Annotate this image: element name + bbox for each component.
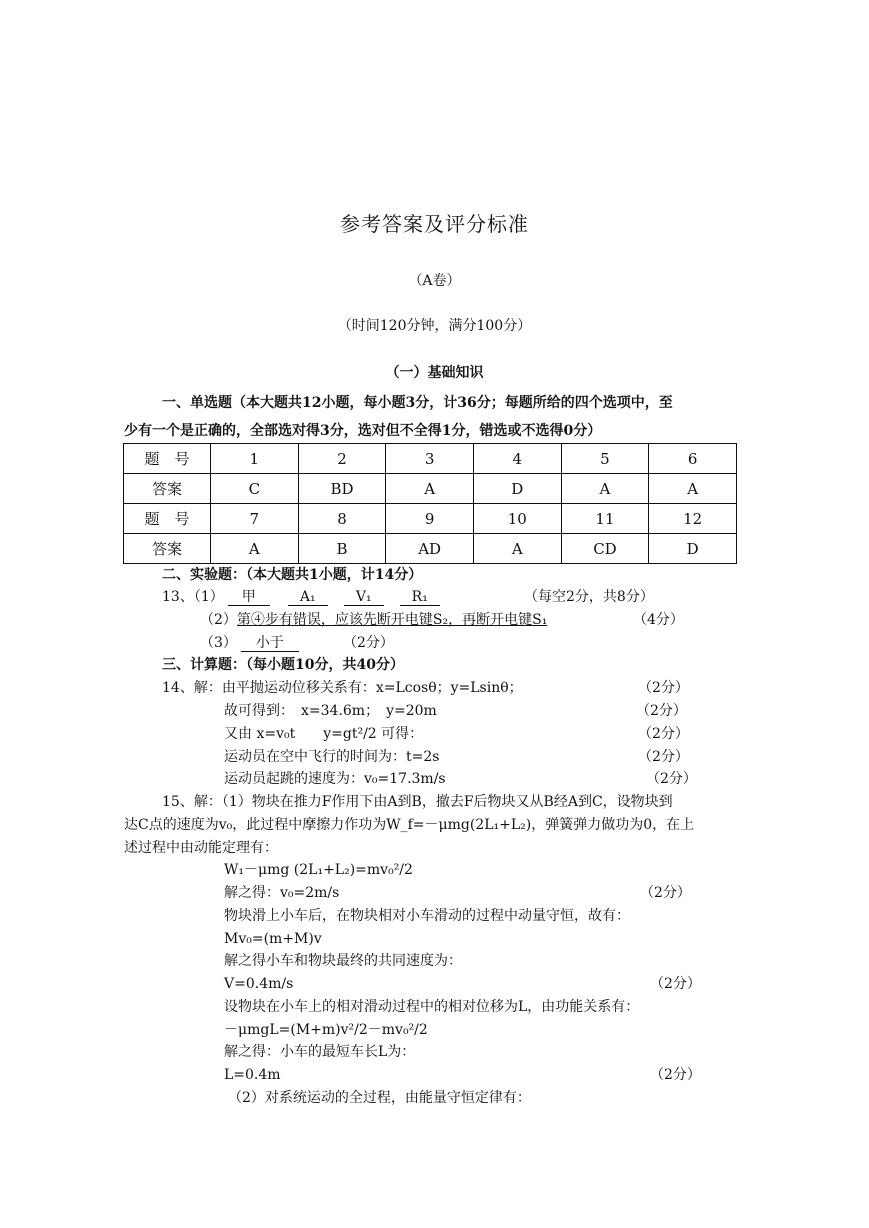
answer-blank: R₁ (400, 589, 440, 606)
table-cell: D (473, 474, 561, 504)
table-cell: 2 (298, 444, 386, 474)
q15-line: W₁－μmg (2L₁+L₂)=mv₀²/2 (224, 862, 413, 878)
q15-line: 解之得：小车的最短车长L为： (224, 1044, 416, 1060)
table-cell: 11 (561, 504, 649, 534)
q2-heading: 二、实验题：（本大题共1小题，计14分） (162, 567, 423, 583)
q15-line: －μmgL=(M+m)v²/2－mv₀²/2 (224, 1022, 428, 1038)
q1-heading-line1: 一、单选题（本大题共12小题，每小题3分，计36分；每题所给的四个选项中，至 (162, 395, 673, 411)
table-cell: 6 (649, 444, 737, 474)
answer-blank: 小于 (241, 635, 299, 652)
q14-score: （2分） (646, 771, 697, 787)
section-basic: （一）基础知识 (385, 365, 484, 381)
q14-score: （2分） (636, 703, 687, 719)
table-cell: BD (298, 474, 386, 504)
table-cell: 7 (211, 504, 299, 534)
q14-line: 运动员在空中飞行的时间为：t=2s (224, 749, 440, 765)
table-row (124, 444, 737, 474)
answer-blank: V₁ (344, 589, 384, 606)
table-cell: A (473, 534, 561, 564)
q15-line: 设物块在小车上的相对滑动过程中的相对位移为L，由功能关系有： (224, 999, 640, 1015)
table-cell: A (561, 474, 649, 504)
q13-line2 (200, 612, 547, 629)
table-cell: A (649, 474, 737, 504)
table-cell: AD (386, 534, 474, 564)
q15-line: V=0.4m/s (224, 976, 294, 992)
q13-prefix: 13、（1） (162, 589, 224, 605)
table-cell: 4 (473, 444, 561, 474)
q15-line: Mv₀=(m+M)v (224, 931, 322, 947)
table-cell: 题 号 (124, 444, 211, 474)
table-cell: A (386, 474, 474, 504)
answer-table (123, 443, 737, 564)
table-cell: 8 (298, 504, 386, 534)
q14-line: 14、解：由平抛运动位移关系有：x=Lcosθ；y=Lsinθ； (162, 680, 523, 696)
table-cell: 答案 (124, 474, 211, 504)
volume-label: （A卷） (408, 273, 461, 289)
q14-line: 又由 x=v₀t y=gt²/2 可得： (224, 726, 424, 742)
table-cell: CD (561, 534, 649, 564)
answer-blank: A₁ (288, 589, 328, 606)
q13-part3-prefix: （3） (200, 635, 237, 651)
q14-score: （2分） (638, 749, 689, 765)
q3-heading: 三、计算题：（每小题10分，共40分） (162, 657, 404, 673)
answer-blank: 甲 (228, 589, 270, 606)
q13-line3 (200, 635, 299, 652)
table-row (124, 504, 737, 534)
q15-line: 解之得小车和物块最终的共同速度为： (224, 953, 462, 969)
q15-line: 物块滑上小车后，在物块相对小车滑动的过程中动量守恒，故有： (224, 908, 630, 924)
table-cell: 3 (386, 444, 474, 474)
table-cell: A (211, 534, 299, 564)
q14-line: 故可得到： x=34.6m； y=20m (224, 703, 437, 719)
table-cell: 题 号 (124, 504, 211, 534)
q15-line: 解之得：v₀=2m/s (224, 885, 340, 901)
q15-score: （2分） (650, 1067, 701, 1083)
table-cell: 12 (649, 504, 737, 534)
table-row (124, 474, 737, 504)
table-cell: 答案 (124, 534, 211, 564)
table-cell: 5 (561, 444, 649, 474)
q15-para-line: 15、解：（1）物块在推力F作用下由A到B，撤去F后物块又从B经A到C，设物块到 (162, 794, 673, 810)
table-cell: D (649, 534, 737, 564)
q15-score: （2分） (640, 885, 691, 901)
table-row (124, 534, 737, 564)
q14-score: （2分） (638, 680, 689, 696)
q15-para-line: 述过程中由动能定理有： (124, 840, 278, 856)
page-title: 参考答案及评分标准 (340, 212, 529, 236)
q13-line1-score: （每空2分，共8分） (524, 589, 654, 605)
q13-line2-score: （4分） (633, 612, 684, 628)
table-cell: 1 (211, 444, 299, 474)
q14-line: 运动员起跳的速度为：v₀=17.3m/s (224, 771, 446, 787)
table-cell: C (211, 474, 299, 504)
table-cell: 9 (386, 504, 474, 534)
q13-part2-answer: 第④步有错误，应该先断开电键S₂，再断开电键S₁ (236, 612, 548, 628)
q15-score: （2分） (650, 976, 701, 992)
q13-line1 (162, 589, 440, 606)
q14-score: （2分） (638, 726, 689, 742)
time-info: （时间120分钟，满分100分） (337, 318, 532, 334)
q13-part2-prefix: （2） (200, 612, 237, 628)
q15-para-line: 达C点的速度为v₀，此过程中摩擦力作功为W_f=－μmg(2L₁+L₂)，弹簧弹力做功为0，在上 (124, 817, 695, 833)
table-cell: 10 (473, 504, 561, 534)
q13-line3-score: （2分） (343, 635, 394, 651)
q15-last-line: （2）对系统运动的全过程，由能量守恒定律有： (228, 1090, 531, 1106)
q1-heading-line2: 少有一个是正确的，全部选对得3分，选对但不全得1分，错选或不选得0分） (124, 423, 602, 439)
table-cell: B (298, 534, 386, 564)
q15-line: L=0.4m (224, 1067, 281, 1083)
